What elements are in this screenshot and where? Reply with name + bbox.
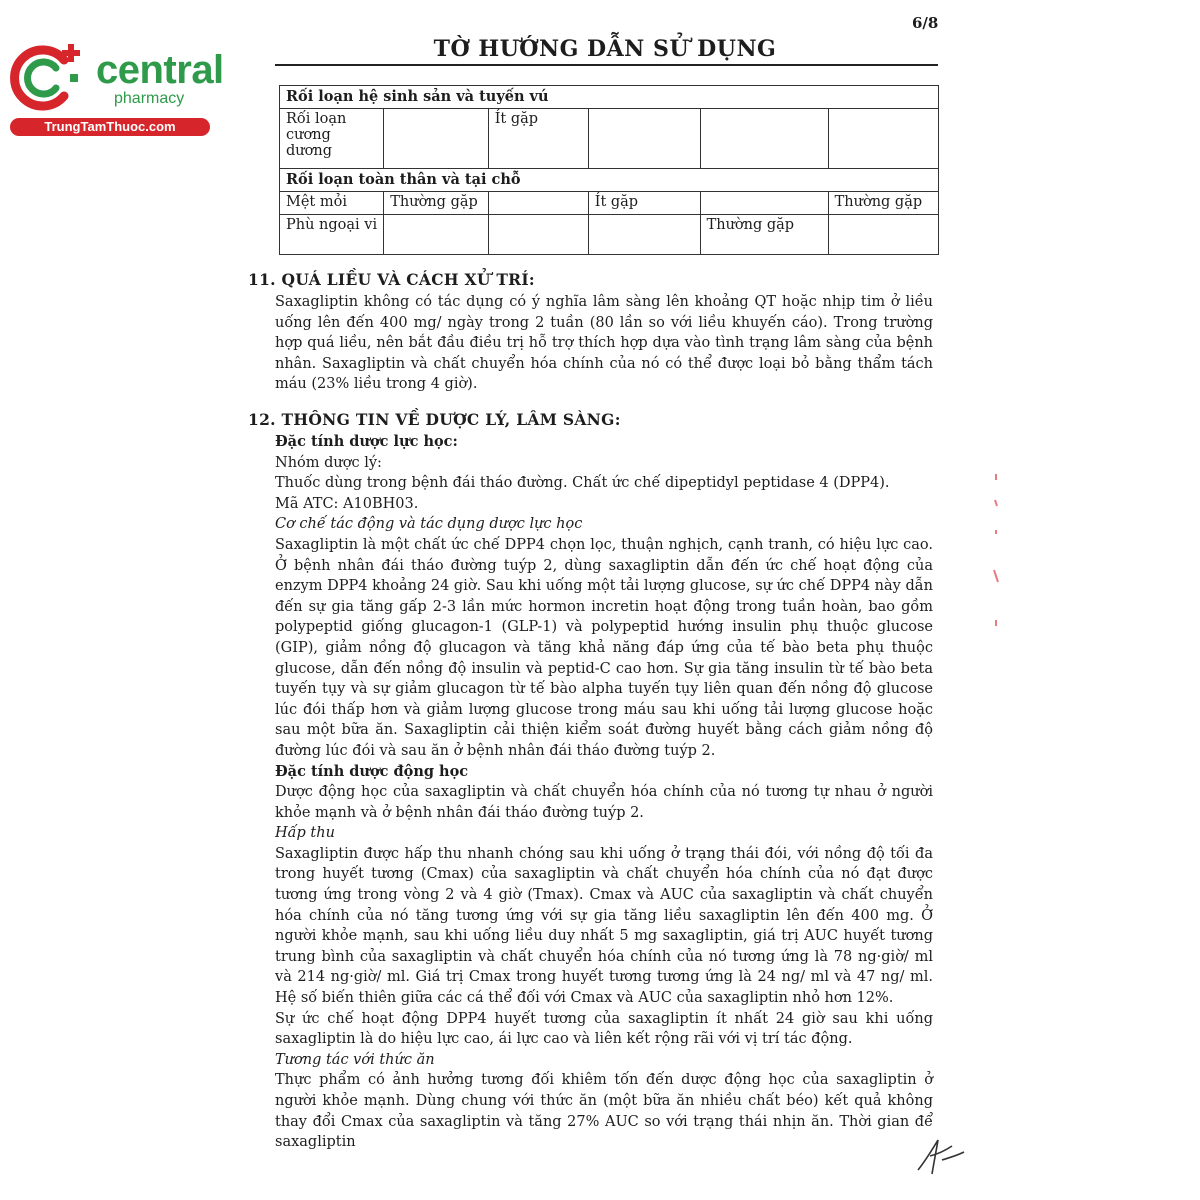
- table-cell: [828, 109, 938, 169]
- table-cell: Phù ngoại vi: [280, 215, 384, 255]
- adverse-effects-table: [279, 85, 939, 255]
- logo-brand: central: [96, 48, 224, 92]
- table-group-header: Rối loạn hệ sinh sản và tuyến vú: [280, 86, 939, 109]
- logo-subtitle: pharmacy: [114, 90, 185, 107]
- pd-heading: Đặc tính dược lực học:: [275, 433, 458, 450]
- table-cell: [700, 109, 828, 169]
- table-row: [280, 192, 939, 215]
- food-heading: Tương tác với thức ăn: [275, 1051, 435, 1068]
- table-cell: Thường gặp: [828, 192, 938, 215]
- signature-mark: [912, 1130, 972, 1180]
- table-cell: [488, 192, 588, 215]
- absorption-paragraph: Saxagliptin được hấp thu nhanh chóng sau khi uống ở trạng thái đói, với nồng độ tối đa trong huyết tương (Cmax) của saxagliptin và chất chuyển hóa chính của nó đạt được tương ứng trong vòng 2 và 4 giờ (Tmax). Cmax và AUC của saxagliptin và chất chuyển hóa chính của nó tăng tương ứng với sự gia tăng liều saxagliptin lên đến 400 mg. Ở người khỏe mạnh, sau khi uống liều duy nhất 5 mg saxagliptin, giá trị AUC huyết tương trung bình của saxagliptin và chất chuyển hóa chính của nó tương ứng là 78 ng·giờ/ ml và 214 ng·giờ/ ml. Giá trị Cmax trong huyết tương tương ứng là 24 ng/ ml và 47 ng/ ml. Hệ số biến thiên giữa các cá thể đối với Cmax và AUC của saxagliptin nhỏ hơn 12%.: [275, 845, 933, 1007]
- inhibition-paragraph: Sự ức chế hoạt động DPP4 huyết tương của saxagliptin ít nhất 24 giờ sau khi uống saxagliptin là do hiệu lực cao, ái lực cao và liên kết rộng rãi với vị trí tác động.: [275, 1010, 933, 1048]
- page-title: TỜ HƯỚNG DẪN SỬ DỤNG: [433, 36, 777, 62]
- mechanism-paragraph: Saxagliptin là một chất ức chế DPP4 chọn lọc, thuận nghịch, cạnh tranh, có hiệu lực cao. Ở bệnh nhân đái tháo đường tuýp 2, dùng saxagliptin dẫn đến ức chế hoạt động của enzym DPP4 khoảng 24 giờ. Sau khi uống một tải lượng glucose, sự ức chế DPP4 này dẫn đến sự gia tăng gấp 2-3 lần mức hormon incretin hoạt động trong tuần hoàn, bao gồm polypeptid giống glucagon-1 (GLP-1) và polypeptid hướng insulin phụ thuộc glucose (GIP), giảm nồng độ glucagon và tăng khả năng đáp ứng của tế bào beta phụ thuộc glucose, dẫn đến nồng độ insulin và peptid-C cao hơn. Sự gia tăng insulin từ tế bào beta tuyến tụy và sự giảm glucagon từ tế bào alpha tuyến tụy liên quan đến nồng độ glucose lúc đói thấp hơn và giảm lượng glucose trong máu sau khi uống tải lượng glucose hoặc sau một bữa ăn. Saxagliptin cải thiện kiểm soát đường huyết bằng cách giảm nồng độ đường lúc đói và sau ăn ở bệnh nhân đái tháo đường tuýp 2.: [275, 536, 933, 759]
- table-row: [280, 109, 939, 169]
- section-11-body: [275, 292, 933, 395]
- table-cell: Rối loạn cương dương: [280, 109, 384, 169]
- atc-code: Mã ATC: A10BH03.: [275, 495, 419, 512]
- section-11-heading: 11. QUÁ LIỀU VÀ CÁCH XỬ TRÍ:: [248, 270, 535, 289]
- pk-paragraph: Dược động học của saxagliptin và chất chuyển hóa chính của nó tương tự nhau ở người khỏe mạnh và ở bệnh nhân đái tháo đường tuýp 2.: [275, 784, 933, 821]
- title-rule: [275, 64, 938, 66]
- table-cell: [488, 215, 588, 255]
- food-paragraph: Thực phẩm có ảnh hưởng tương đối khiêm tốn đến dược động học của saxagliptin ở người khỏe mạnh. Dùng chung với thức ăn (một bữa ăn nhiều chất béo) kết quả không thay đổi Cmax của saxagliptin và tăng 27% AUC so với trạng thái nhịn ăn. Thời gian để saxagliptin: [275, 1072, 933, 1151]
- table-cell: Ít gặp: [488, 109, 588, 169]
- section-12-heading: 12. THÔNG TIN VỀ DƯỢC LÝ, LÂM SÀNG:: [248, 410, 621, 429]
- table-cell: [828, 215, 938, 255]
- table-cell: [384, 109, 488, 169]
- pharmacy-logo: [10, 38, 224, 138]
- table-cell: Thường gặp: [384, 192, 488, 215]
- table-row: [280, 215, 939, 255]
- absorption-heading: Hấp thu: [275, 825, 335, 842]
- table-cell: [588, 215, 700, 255]
- group-label: Nhóm dược lý:: [275, 454, 382, 471]
- overdose-paragraph: Saxagliptin không có tác dụng có ý nghĩa lâm sàng lên khoảng QT hoặc nhịp tim ở liều uống lên đến 400 mg/ ngày trong 2 tuần (80 lần so với liều khuyến cáo). Trong trường hợp quá liều, nên bắt đầu điều trị hỗ trợ thích hợp dựa vào tình trạng lâm sàng của bệnh nhân. Saxagliptin và chất chuyển hóa chính của nó có thể được loại bỏ bằng thẩm tách máu (23% liều trong 4 giờ).: [275, 294, 933, 393]
- mechanism-heading: Cơ chế tác động và tác dụng dược lực học: [275, 516, 583, 533]
- section-12-body: [275, 432, 933, 1153]
- logo-website: TrungTamThuoc.com: [10, 118, 210, 136]
- pk-heading: Đặc tính dược động học: [275, 762, 469, 780]
- table-cell: [700, 192, 828, 215]
- table-cell: Ít gặp: [588, 192, 700, 215]
- page-number: 6/8: [912, 14, 939, 32]
- margin-stamp-marks: [990, 470, 1002, 630]
- table-cell: [384, 215, 488, 255]
- central-logo-icon: [10, 38, 94, 118]
- table-cell: Thường gặp: [700, 215, 828, 255]
- table-cell: [588, 109, 700, 169]
- group-text: Thuốc dùng trong bệnh đái tháo đường. Chất ức chế dipeptidyl peptidase 4 (DPP4).: [275, 475, 890, 492]
- table-cell: Mệt mỏi: [280, 192, 384, 215]
- table-group-header: Rối loạn toàn thân và tại chỗ: [280, 169, 939, 192]
